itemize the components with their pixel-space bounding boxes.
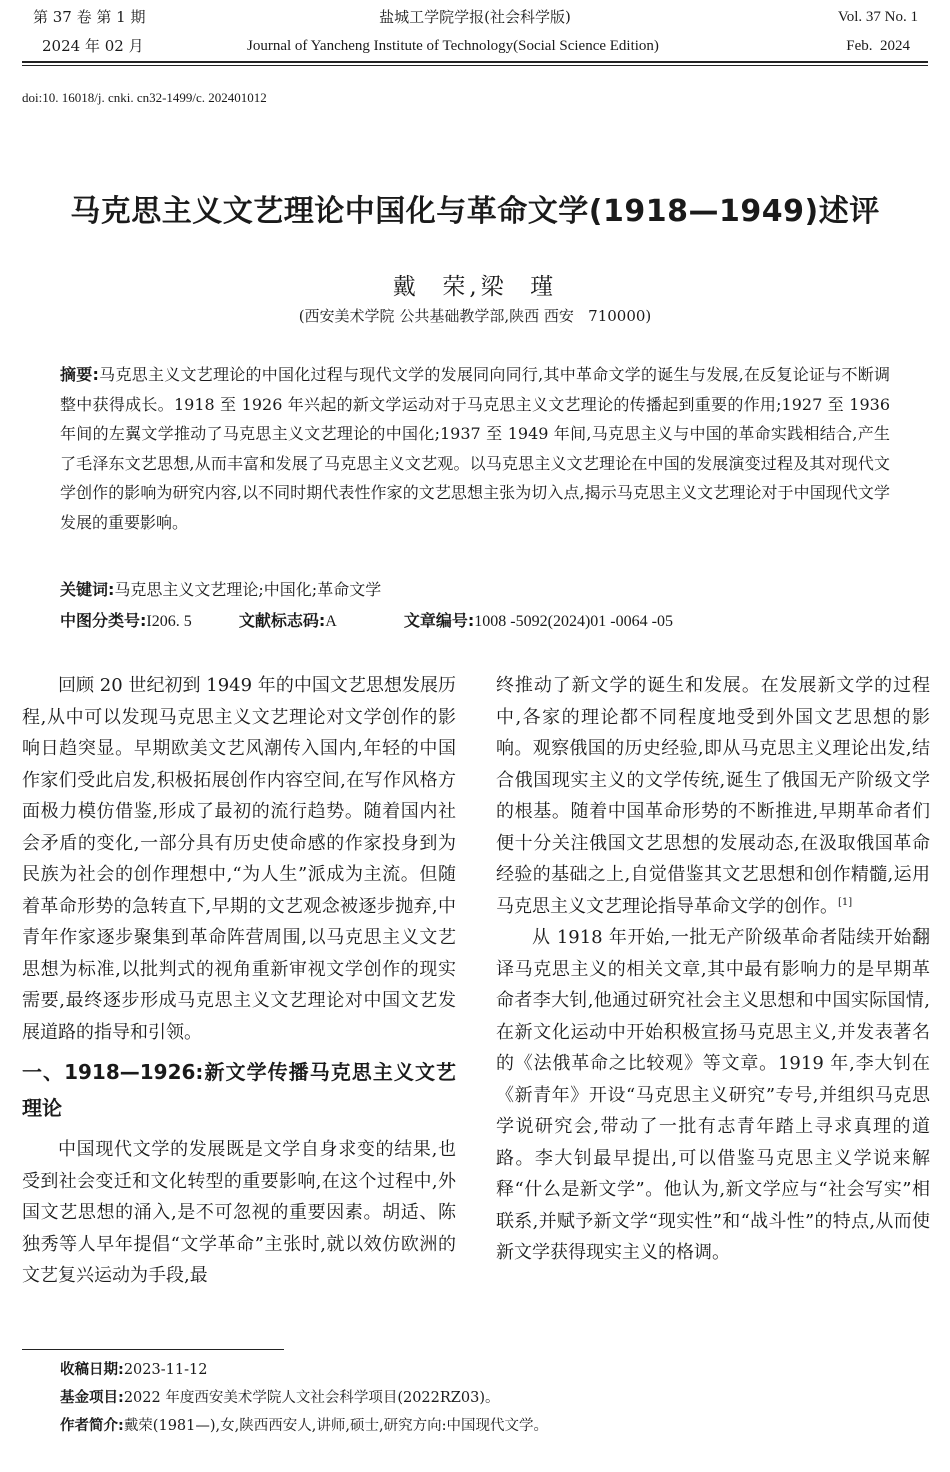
abstract-label: 摘要: — [60, 365, 99, 384]
authors: 戴 荣,梁 瑾 — [392, 274, 558, 300]
footnote-rule — [22, 1349, 284, 1350]
body-paragraph: 中国现代文学的发展既是文学自身求变的结果,也受到社会变迁和文化转型的重要影响,在这个过程中,外国文艺思想的涌入,是不可忽视的重要因素。胡适、陈独秀等人早年提倡“文学革命”主张时,就以效仿欧洲的文艺复兴运动为手段,最 — [22, 1139, 456, 1286]
keywords — [60, 578, 890, 602]
footnote-fund — [60, 1384, 499, 1412]
clc-value: I206. 5 — [146, 613, 192, 630]
abstract — [60, 360, 890, 537]
body-paragraph-text: 终推动了新文学的诞生和发展。在发展新文学的过程中,各家的理论都不同程度地受到外国文艺思想的影响。观察俄国的历史经验,即从马克思主义理论出发,结合俄国现实主义的文学传统,诞生了俄国无产阶级文学的根基。随着中国革命形势的不断推进,早期革命者们便十分关注俄国文艺思想的发展动态,在汲取俄国革命经验的基础之上,自觉借鉴其文艺思想和创作精髓,运用马克思主义文艺理论指导革命文学的创作。 — [496, 675, 930, 917]
header-journal-en: Journal of Yancheng Institute of Technology(Social Science Edition) — [247, 38, 659, 54]
affiliation: (西安美术学院 公共基础教学部,陕西 西安 710000) — [298, 307, 652, 325]
author-bio-label: 作者简介: — [60, 1418, 124, 1434]
article-number-label: 文章编号: — [403, 611, 475, 630]
fund-text: 2022 年度西安美术学院人文社会科学项目(2022RZ03)。 — [123, 1390, 500, 1406]
header-journal-cn: 盐城工学院学报(社会科学版) — [379, 8, 571, 26]
header-rule-thick — [22, 61, 928, 63]
footnote-received — [60, 1356, 207, 1384]
received-label: 收稿日期: — [60, 1362, 124, 1378]
keywords-text: 马克思主义文艺理论;中国化;革命文学 — [114, 580, 382, 599]
keywords-label: 关键词: — [60, 580, 115, 599]
article-number-value: 1008 -5092(2024)01 -0064 -05 — [474, 613, 673, 630]
author-bio-text: 戴荣(1981—),女,陕西西安人,讲师,硕士,研究方向:中国现代文学。 — [123, 1418, 548, 1434]
body-paragraph: 回顾 20 世纪初到 1949 年的中国文艺思想发展历程,从中可以发现马克思主义文艺理论对文学创作的影响日趋突显。早期欧美文艺风潮传入国内,年轻的中国作家们受此启发,积极拓展创作内容空间,在写作风格方面极力模仿借鉴,形成了最初的流行趋势。随着国内社会矛盾的变化,一部分具有历史使命感的作家投身到为民族为社会的创作理想中,“为人生”派成为主流。但随着革命形势的急转直下,早期的文艺观念被逐步抛弃,中青年作家逐步聚集到革命阵营周围,以马克思主义文艺思想为标准,以批判式的视角重新审视文学创作的现实需要,最终逐步形成马克思主义文艺理论对中国文艺发展道路的指导和引领。 — [22, 675, 456, 1043]
citation-marker: [1] — [838, 896, 853, 908]
body-left-column — [22, 670, 456, 1292]
doc-code-label: 文献标志码: — [238, 611, 326, 630]
header-rule-thin — [22, 65, 928, 66]
header-volume-cn: 第 37 卷 第 1 期 — [33, 8, 146, 26]
section-heading: 一、1918—1926:新文学传播马克思主义文艺理论 — [22, 1060, 456, 1120]
header-date-cn: 2024 年 02 月 — [42, 37, 144, 55]
doc-code-value: A — [325, 613, 337, 630]
doi: doi:10. 16018/j. cnki. cn32-1499/c. 202401012 — [22, 90, 267, 105]
fund-label: 基金项目: — [60, 1390, 124, 1406]
body-paragraph: 从 1918 年开始,一批无产阶级革命者陆续开始翻译马克思主义的相关文章,其中最有影响力的是早期革命者李大钊,他通过研究社会主义思想和中国实际国情,在新文化运动中开始积极宣扬马克思主义,并发表著名的《法俄革命之比较观》等文章。1919 年,李大钊在《新青年》开设“马克思主义研究”专号,并组织马克思学说研究会,带动了一批有志青年踏上寻求真理的道路。李大钊最早提出,可以借鉴马克思主义学说来解释“什么是新文学”。他认为,新文学应与“社会写实”相联系,并赋予新文学“现实性”和“战斗性”的特点,从而使新文学获得现实主义的格调。 — [496, 927, 930, 1263]
received-date: 2023-11-12 — [123, 1362, 208, 1378]
body-paragraph — [496, 670, 930, 922]
article-title: 马克思主义文艺理论中国化与革命文学(1918—1949)述评 — [70, 194, 880, 229]
clc-label: 中图分类号: — [60, 611, 147, 630]
classification — [60, 609, 890, 634]
header-date-en: Feb. 2024 — [846, 38, 910, 54]
footnote-author — [60, 1412, 548, 1440]
body-right-column — [496, 670, 930, 1269]
abstract-text: 马克思主义文艺理论的中国化过程与现代文学的发展同向同行,其中革命文学的诞生与发展,在反复论证与不断调整中获得成长。1918 至 1926 年兴起的新文学运动对于马克思主义文艺理论的传播起到重要的作用;1927 至 1936 年间的左翼文学推动了马克思主义文艺理论的中国化;1937 至 1949 年间,马克思主义与中国的革命实践相结合,产生了毛泽东文艺思想,从而丰富和发展了马克思主义文艺观。以马克思主义文艺理论在中国的发展演变过程及其对现代文学创作的影响为研究内容,以不同时期代表性作家的文艺思想主张为切入点,揭示马克思主义文艺理论对于中国现代文学发展的重要影响。 — [60, 365, 890, 532]
header-volume-en: Vol. 37 No. 1 — [837, 9, 918, 25]
